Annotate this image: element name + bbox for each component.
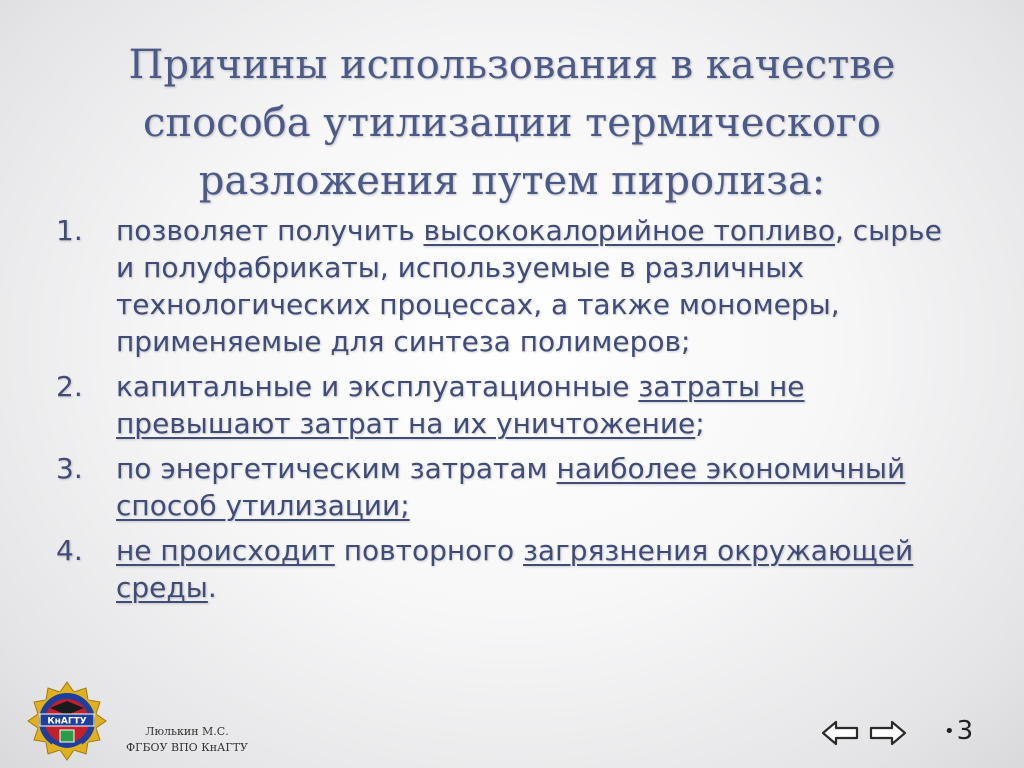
text-segment: ;	[695, 407, 705, 440]
slide-number-value: 3	[956, 716, 974, 746]
reason-item	[56, 532, 956, 606]
emphasized-text: высококалорийное топливо	[423, 214, 835, 247]
reason-text	[116, 452, 905, 522]
reason-item	[56, 368, 956, 442]
slide-number	[944, 713, 973, 750]
emphasized-text: затраты не превышают затрат на их уничтожение	[116, 370, 805, 440]
organization-name: ФГБОУ ВПО КнАГТУ	[126, 741, 248, 754]
reason-item	[56, 212, 956, 360]
reason-number: 4.	[56, 534, 83, 567]
text-segment: по энергетическим затратам	[116, 452, 557, 485]
text-segment: капитальные и эксплуатационные	[116, 370, 639, 403]
reason-item	[56, 450, 956, 524]
arrow-right-icon[interactable]	[868, 718, 908, 748]
reason-number: 2.	[56, 370, 83, 403]
reason-text	[116, 370, 805, 440]
reason-text	[116, 214, 942, 358]
arrow-left-icon[interactable]	[820, 718, 860, 748]
text-segment: , сырье и полуфабрикаты, используемые в различных технологических процессах, а также мономеры, применяемые для синтеза полимеров;	[116, 214, 942, 358]
emphasized-text: наиболее экономичный способ утилизации;	[116, 452, 906, 522]
author-name: Люлькин М.С.	[145, 725, 229, 738]
university-logo	[26, 680, 108, 762]
slide-title: Причины использования в качестве способа утилизации термического разложения путем пиролиза:	[128, 42, 896, 204]
reason-number: 3.	[56, 452, 83, 485]
author-info	[112, 724, 262, 756]
emphasized-text: загрязнения окружающей среды	[116, 534, 914, 604]
reason-number: 1.	[56, 214, 83, 247]
text-segment: повторного	[334, 534, 524, 567]
reason-text	[116, 534, 913, 604]
slide-number-bullet: •	[944, 720, 955, 742]
emphasized-text: не происходит	[116, 534, 335, 567]
svg-text:КнАГТУ: КнАГТУ	[47, 716, 87, 727]
text-segment: .	[207, 571, 217, 604]
reasons-list	[56, 212, 956, 614]
text-segment: позволяет получить	[116, 214, 424, 247]
